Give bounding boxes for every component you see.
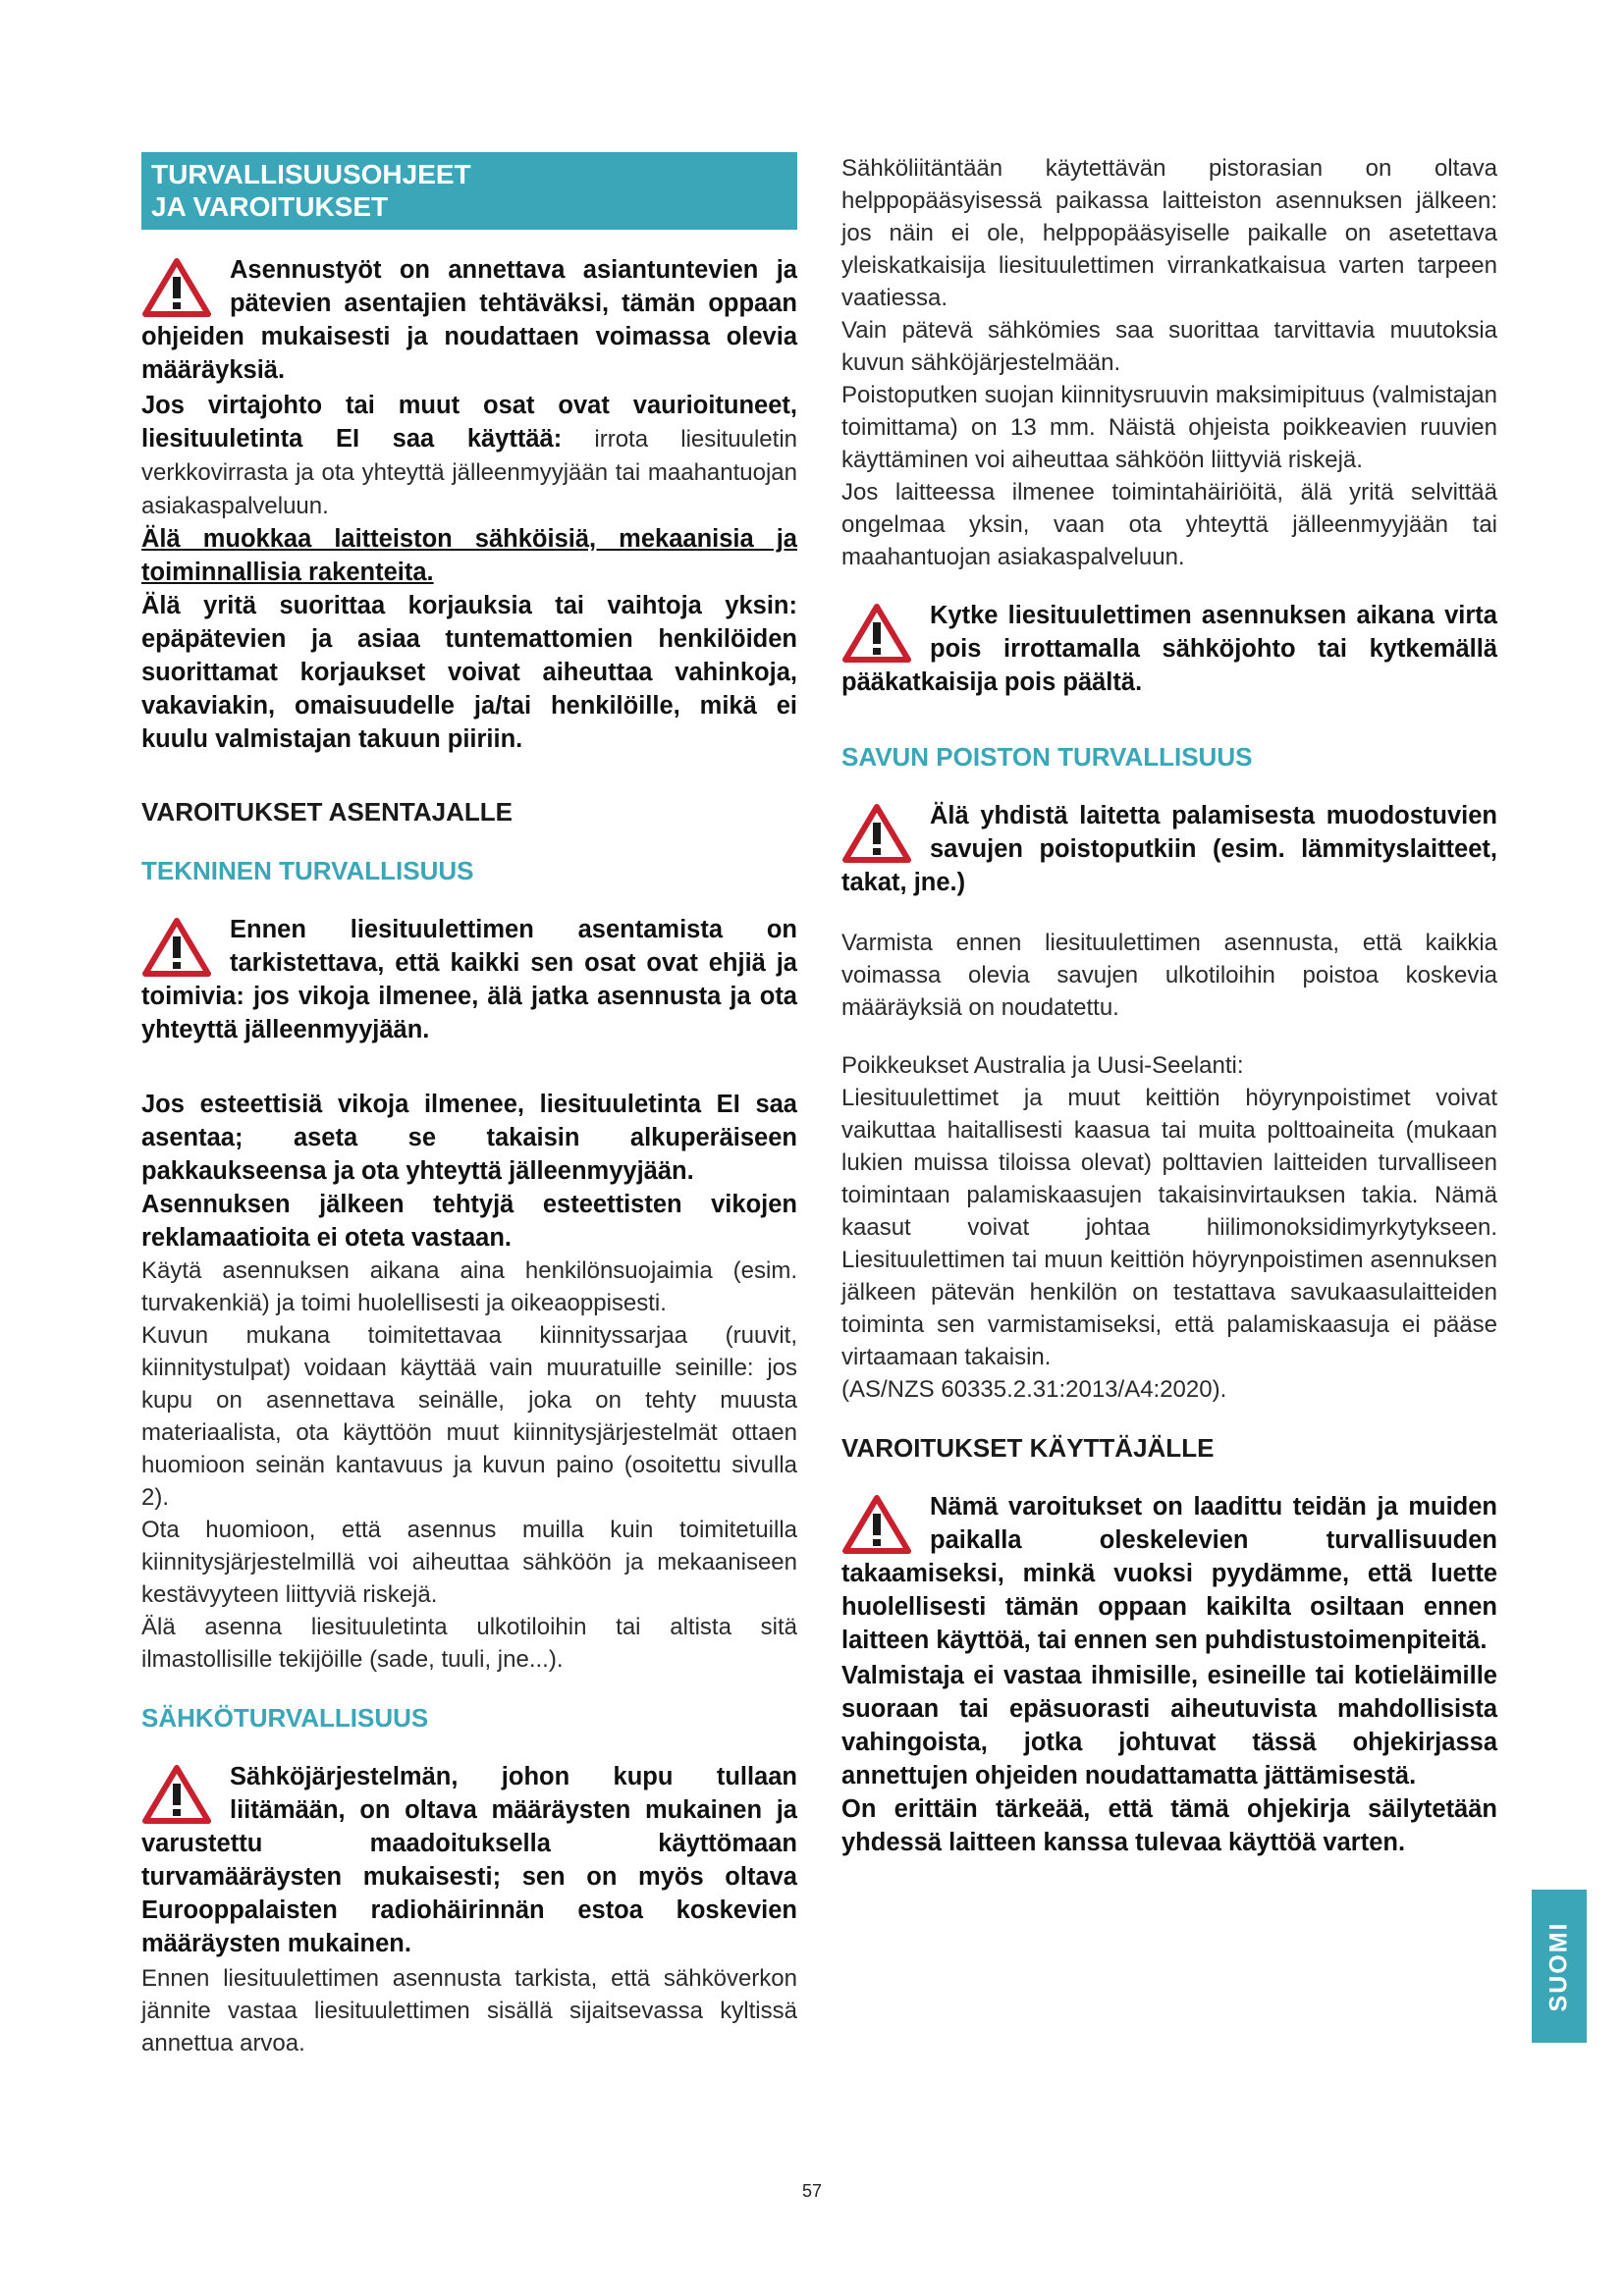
keep-manual-text: On erittäin tärkeää, että tämä ohjekirja säilytetään yhdessä laitteen kanssa tulevaa käyttöä varten. <box>841 1795 1497 1856</box>
page-number: 57 <box>801 2181 823 2201</box>
installer-heading: VAROITUKSET ASENTAJALLE <box>141 797 513 827</box>
exceptions-title: Poikkeukset Australia ja Uusi-Seelanti: <box>841 1052 1244 1079</box>
electrical-safety-heading: SÄHKÖTURVALLISUUS <box>141 1703 429 1733</box>
warning-block-user <box>841 1490 1497 1657</box>
socket-text: Sähköliitäntään käytettävän pistorasian on oltava helppopääsyisessä paikassa laitteiston asennuksen jälkeen: jos näin ei ole, helppopääsyiselle paikalle on asetettava yleiskatkaisija liesituulettimen virrankatkaisua varten tarpeen vaatiessa. <box>841 155 1497 311</box>
tech-warning-text: Ennen liesituulettimen asentamista on tarkistettava, että kaikki sen osat ovat ehjiä ja toimivia: jos vikoja ilmenee, älä jatka asennusta ja ota yhteyttä jälleenmyyjään. <box>141 916 797 1043</box>
aesthetic-claims-text: Asennuksen jälkeen tehtyjä esteettisten vikojen reklamaatioita ei oteta vastaan. <box>141 1191 797 1252</box>
damage-bold-text: Jos virtajohto tai muut osat ovat vaurioituneet, liesituuletinta EI saa käyttää: <box>141 392 797 453</box>
smoke-safety-heading: SAVUN POISTON TURVALLISUUS <box>841 742 1253 772</box>
other-fixing-text: Ota huomioon, että asennus muilla kuin toimitetuilla kiinnitysjärjestelmillä voi aiheuttaa sähköön ja mekaaniseen kestävyyteen liittyviä riskejä. <box>141 1517 797 1608</box>
no-repair-text: Älä yritä suorittaa korjauksia tai vaihtoja yksin: epäpätevien ja asiaa tuntemattomien henkilöiden suorittamat korjaukset voivat aiheuttaa vahinkoja, vakaviakin, omaisuudelle ja/tai henkilöille, mikä ei kuulu valmistajan takuun piiriin. <box>141 592 797 753</box>
warning-triangle-icon <box>141 1764 212 1825</box>
section-title <box>141 152 797 230</box>
title-line-1: TURVALLISUUSOHJEET <box>151 159 471 189</box>
warning-block-electrical <box>141 1760 797 1960</box>
language-tab-label: SUOMI <box>1544 1921 1573 2011</box>
warning-triangle-icon <box>841 603 912 664</box>
damage-paragraph <box>141 389 797 522</box>
title-line-2: JA VAROITUKSET <box>151 191 389 222</box>
warning-block-tech <box>141 913 797 1046</box>
ppe-text: Käytä asennuksen aikana aina henkilönsuojaimia (esim. turvakenkiä) ja toimi huolellisesti ja oikeaoppisesti. <box>141 1257 797 1316</box>
tech-safety-heading: TEKNINEN TURVALLISUUS <box>141 856 474 885</box>
warning-block-smoke <box>841 799 1497 899</box>
warning-triangle-icon <box>841 803 912 864</box>
warning-block-installation <box>141 253 797 387</box>
power-warning-text: Kytke liesituulettimen asennuksen aikana virta pois irrottamalla sähköjohto tai kytkemällä pääkatkaisija pois päältä. <box>841 602 1497 696</box>
warning-triangle-icon <box>141 917 212 978</box>
smoke-warning-text: Älä yhdistä laitetta palamisesta muodostuvien savujen poistoputkiin (esim. lämmityslaitteet, takat, jne.) <box>841 802 1497 896</box>
warning-triangle-icon <box>141 257 212 318</box>
language-tab <box>1532 1890 1587 2043</box>
aesthetic-defects-text: Jos esteettisiä vikoja ilmenee, liesituuletinta EI saa asentaa; aseta se takaisin alkuperäiseen pakkaukseensa ja ota yhteyttä jälleenmyyjään. <box>141 1091 797 1185</box>
damage-normal-text: irrota liesituuletin verkkovirrasta ja ota yhteyttä jälleenmyyjään tai maahantuojan asiakaspalveluun. <box>141 426 797 519</box>
screw-length-text: Poistoputken suojan kiinnitysruuvin maksimipituus (valmistajan toimittama) on 13 mm. Näistä ohjeista poikkeavien ruuvien käyttäminen voi aiheuttaa sähköön liittyviä riskejä. <box>841 382 1497 473</box>
right-column <box>841 152 1497 1859</box>
electrical-warning-text: Sähköjärjestelmän, johon kupu tullaan liitämään, on oltava määräysten mukainen ja varustettu maadoituksella käyttömaan turvamääräysten mukaisesti; sen on myös oltava Eurooppalaisten radiohäirinnän estoa koskevien määräysten mukainen. <box>141 1763 797 1957</box>
outdoor-text: Älä asenna liesituuletinta ulkotiloihin tai altista sitä ilmastollisille tekijöille (sade, tuuli, jne...). <box>141 1614 797 1673</box>
fixing-kit-text: Kuvun mukana toimitettavaa kiinnityssarjaa (ruuvit, kiinnitystulpat) voidaan käyttää vain muuratuille seinille: jos kupu on asennettava seinälle, joka on tehty muusta materiaalista, ota käyttöön muut kiinnitysjärjestelmät ottaen huomioon seinän kantavuus ja kuvun paino (osoitettu sivulla 2). <box>141 1322 797 1511</box>
warning-triangle-icon <box>841 1494 912 1555</box>
left-column <box>141 152 797 2059</box>
exceptions-text: Liesituulettimet ja muut keittiön höyrynpoistimet voivat vaikuttaa haitallisesti kaasua tai muita polttoaineita (mukaan lukien muissa tiloissa olevat) polttavien laitteiden turvalliseen toimintaan palamiskaasujen takaisinvirtauksen takia. Nämä kaasut voivat johtaa hiilimonoksidimyrkytykseen. Liesituulettimen tai muun keittiön höyrynpoistimen asennuksen jälkeen pätevän henkilön on testattava savukaasulaitteiden toiminta sen varmistamiseksi, että palamiskaasuja ei pääse virtaamaan takaisin. <box>841 1085 1497 1370</box>
installation-warning-text: Asennustyöt on annettava asiantuntevien ja pätevien asentajien tehtäväksi, tämän oppaan ohjeiden mukaisesti ja noudattaen voimassa olevia määräyksiä. <box>141 256 797 384</box>
user-warnings-heading: VAROITUKSET KÄYTTÄJÄLLE <box>841 1433 1215 1463</box>
liability-text: Valmistaja ei vastaa ihmisille, esineille tai kotieläimille suoraan tai epäsuorasti aiheutuvista mahdollisista vahingoista, jotka johtuvat tässä ohjekirjassa annettujen ohjeiden noudattamatta jättämisestä. <box>841 1662 1497 1789</box>
no-modify-text: Älä muokkaa laitteiston sähköisiä, mekaanisia ja toiminnallisia rakenteita. <box>141 525 797 586</box>
warning-block-power <box>841 599 1497 699</box>
user-warning-text: Nämä varoitukset on laadittu teidän ja muiden paikalla oleskelevien turvallisuuden takaamiseksi, minkä vuoksi pyydämme, että luette huolellisesti tämän oppaan kaikilta osiltaan ennen laitteen käyttöä, tai ennen sen puhdistustoimenpiteitä. <box>841 1493 1497 1654</box>
standard-reference: (AS/NZS 60335.2.31:2013/A4:2020). <box>841 1376 1227 1403</box>
qualified-electrician-text: Vain pätevä sähkömies saa suorittaa tarvittavia muutoksia kuvun sähköjärjestelmään. <box>841 317 1497 376</box>
voltage-text: Ennen liesituulettimen asennusta tarkista, että sähköverkon jännite vastaa liesituulettimen sisällä sijaitsevassa kyltissä annettua arvoa. <box>141 1965 797 2056</box>
malfunction-text: Jos laitteessa ilmenee toimintahäiriöitä, älä yritä selvittää ongelmaa yksin, vaan ota yhteyttä jälleenmyyjään tai maahantuojan asiakaspalveluun. <box>841 479 1497 570</box>
smoke-regulations-text: Varmista ennen liesituulettimen asennusta, että kaikkia voimassa olevia savujen ulkotiloihin poistoa koskevia määräyksiä on noudatettu. <box>841 930 1497 1021</box>
